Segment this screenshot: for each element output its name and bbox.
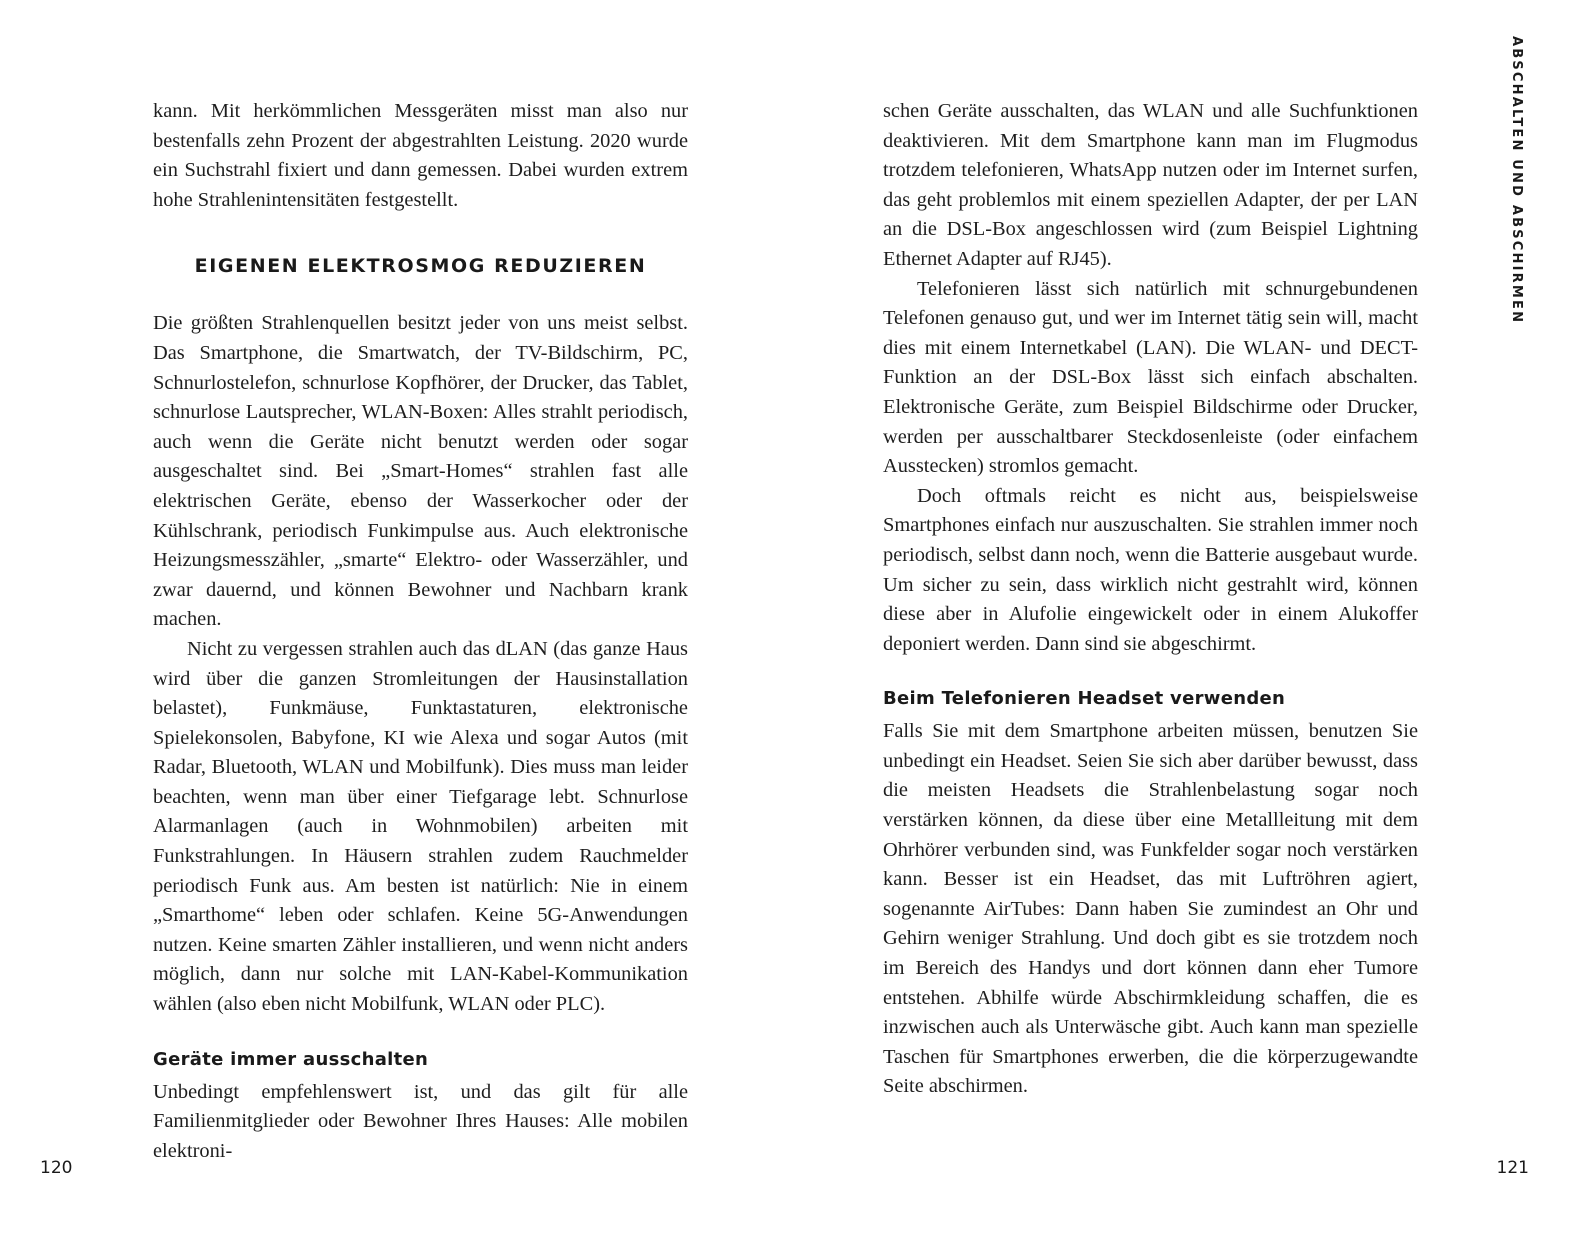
page-number: 121 (1496, 1158, 1529, 1178)
sub-heading: Geräte immer ausschalten (153, 1048, 429, 1070)
right-page (797, 0, 1594, 1240)
sub-heading: Beim Telefonieren Headset verwenden (883, 688, 1286, 710)
running-head: ABSCHALTEN UND ABSCHIRMEN (1509, 36, 1524, 325)
body-paragraph: Nicht zu vergessen strahlen auch das dLAN (das ganze Haus wird über die ganzen Stromleitungen der Hausinstallation belastet), Funkmäuse, Funktastaturen, elektronische Spielekonsolen, Babyfone, KI wie Alexa und sogar Autos (mit Radar, Bluetooth, WLAN und Mobilfunk). Dies muss man leider beachten, wenn man über einer Tiefgarage lebt. Schnurlose Alarmanlagen (auch in Wohnmobilen) arbeiten mit Funkstrahlungen. In Häusern strahlen zudem Rauchmelder periodisch Funk aus. Am besten ist natürlich: Nie in einem „Smarthome“ leben oder schlafen. Keine 5G-Anwendungen nutzen. Keine smarten Zähler installieren, und wenn nicht anders möglich, dann nur solche mit LAN-Kabel-Kommunikation wählen (also eben nicht Mobilfunk, WLAN oder PLC). (153, 637, 688, 1016)
page-number: 120 (40, 1158, 73, 1178)
body-paragraph: Die größten Strahlenquellen besitzt jeder von uns meist selbst. Das Smartphone, die Smartwatch, der TV-Bildschirm, PC, Schnurlostelefon, schnurlose Kopfhörer, der Drucker, das Tablet, schnurlose Lautsprecher, WLAN-Boxen: Alles strahlt periodisch, auch wenn die Geräte nicht benutzt werden oder sogar ausgeschaltet sind. Bei „Smart-Homes“ strahlen fast alle elektrischen Geräte, ebenso der Wasserkocher oder der Kühlschrank, periodisch Funkimpulse aus. Auch elektronische Heizungsmesszähler, „smarte“ Elektro- oder Wasserzähler, und zwar dauernd, und können Bewohner und Nachbarn krank machen. (153, 312, 688, 631)
left-text-column (153, 97, 688, 1166)
intro-paragraph: kann. Mit herkömmlichen Messgeräten misst man also nur bestenfalls zehn Prozent der abgestrahlten Leistung. 2020 wurde ein Suchstrahl fixiert und dann gemessen. Dabei wurden extrem hohe Strahlenintensitäten festgestellt. (153, 100, 688, 211)
right-text-column (883, 97, 1418, 1102)
body-paragraph: Telefonieren lässt sich natürlich mit schnurgebundenen Telefonen genauso gut, und wer im Internet tätig sein will, macht dies mit einem Internetkabel (LAN). Die WLAN- und DECT-Funktion an der DSL-Box lässt sich einfach abschalten. Elektronische Geräte, zum Beispiel Bildschirme oder Drucker, werden per ausschaltbarer Steckdosenleiste (oder einfachem Ausstecken) stromlos gemacht. (883, 277, 1418, 478)
closing-paragraph: Falls Sie mit dem Smartphone arbeiten müssen, benutzen Sie unbedingt ein Headset. Seien Sie sich aber darüber bewusst, dass die meisten Headsets die Strahlenbelastung sogar noch verstärken können, da diese über eine Metallleitung mit dem Ohrhörer verbunden sind, was Funkfelder sogar noch verstärken kann. Besser ist ein Headset, das mit Luftröhren agiert, sogenannte AirTubes: Dann haben Sie zumindest an Ohr und Gehirn weniger Strahlung. Und doch gibt es sie trotzdem noch im Bereich des Handys und dort können dann eher Tumore entstehen. Abhilfe würde Abschirmkleidung schaffen, die es inzwischen auch als Unterwäsche gibt. Auch kann man spezielle Taschen für Smartphones erwerben, die die körperzugewandte Seite abschirmen. (883, 720, 1418, 1098)
body-paragraph: Doch oftmals reicht es nicht aus, beispielsweise Smartphones einfach nur auszuschalten. Sie strahlen immer noch periodisch, selbst dann noch, wenn die Batterie ausgebaut wurde. Um sicher zu sein, dass wirklich nicht gestrahlt wird, können diese aber in Alufolie eingewickelt oder in einem Alukoffer deponiert werden. Dann sind sie abgeschirmt. (883, 484, 1418, 655)
body-paragraph: schen Geräte ausschalten, das WLAN und alle Suchfunktionen deaktivieren. Mit dem Smartphone kann man im Flugmodus trotzdem telefonieren, WhatsApp nutzen oder im Internet surfen, das geht problemlos mit einem speziellen Adapter, der per LAN an die DSL-Box angeschlossen wird (zum Beispiel Lightning Ethernet Adapter auf RJ45). (883, 100, 1418, 270)
section-heading: EIGENEN ELEKTROSMOG REDUZIEREN (194, 255, 647, 278)
closing-paragraph: Unbedingt empfehlenswert ist, und das gilt für alle Familienmitglieder oder Bewohner Ihres Hauses: Alle mobilen elektroni- (153, 1080, 688, 1162)
